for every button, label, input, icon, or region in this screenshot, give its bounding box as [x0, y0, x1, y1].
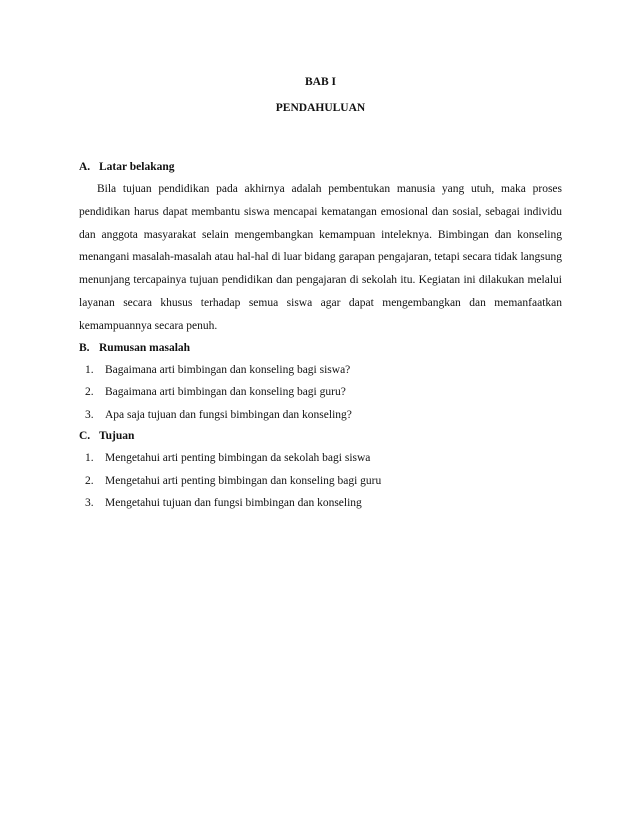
section-marker: C. [79, 430, 91, 443]
list-item-text: Mengetahui arti penting bimbingan da sekolah bagi siswa [105, 452, 371, 465]
list-item [79, 404, 562, 427]
page-content [79, 72, 562, 515]
list-number: 2. [85, 386, 94, 399]
list-item [79, 470, 562, 493]
background-paragraph: Bila tujuan pendidikan pada akhirnya adalah pembentukan manusia yang utuh, maka proses pendidikan harus dapat membantu siswa mencapai kematangan emosional dan sosial, sebagai individu dan anggota masyarakat selain mengembangkan kemampuan inteleknya. Bimbingan dan konseling menangani masalah-masalah atau hal-hal di luar bidang garapan pengajaran, tetapi secara tidak langsung menunjang tercapainya tujuan pendidikan dan pengajaran di sekolah itu. Kegiatan ini dilakukan melalui layanan secara khusus terhadap semua siswa agar dapat mengembangkan dan memanfaatkan kemampuannya secara penuh. [79, 183, 562, 332]
list-item-text: Bagaimana arti bimbingan dan konseling bagi siswa? [105, 363, 351, 376]
list-number: 1. [85, 452, 94, 465]
chapter-label: BAB I [305, 76, 336, 88]
section-heading-a [79, 157, 562, 177]
list-number: 3. [85, 497, 94, 510]
chapter-title: PENDAHULUAN [275, 102, 366, 114]
section-heading-b [79, 338, 562, 358]
section-heading-text: Tujuan [99, 430, 135, 443]
list-item-text: Bagaimana arti bimbingan dan konseling bagi guru? [105, 386, 346, 399]
section-marker: B. [79, 341, 90, 354]
problem-list [79, 359, 562, 427]
list-number: 3. [85, 408, 94, 421]
list-item [79, 359, 562, 382]
list-item [79, 447, 562, 470]
list-item [79, 492, 562, 515]
section-heading-text: Latar belakang [99, 161, 175, 173]
list-item-text: Apa saja tujuan dan fungsi bimbingan dan konseling? [105, 408, 352, 421]
list-item-text: Mengetahui tujuan dan fungsi bimbingan dan konseling [105, 497, 362, 510]
section-heading-text: Rumusan masalah [99, 341, 191, 354]
list-number: 1. [85, 363, 94, 376]
section-marker: A. [79, 161, 91, 173]
section-heading-c [79, 426, 562, 446]
list-item [79, 381, 562, 404]
list-number: 2. [85, 474, 94, 487]
objectives-list [79, 447, 562, 515]
list-item-text: Mengetahui arti penting bimbingan dan konseling bagi guru [105, 474, 382, 487]
